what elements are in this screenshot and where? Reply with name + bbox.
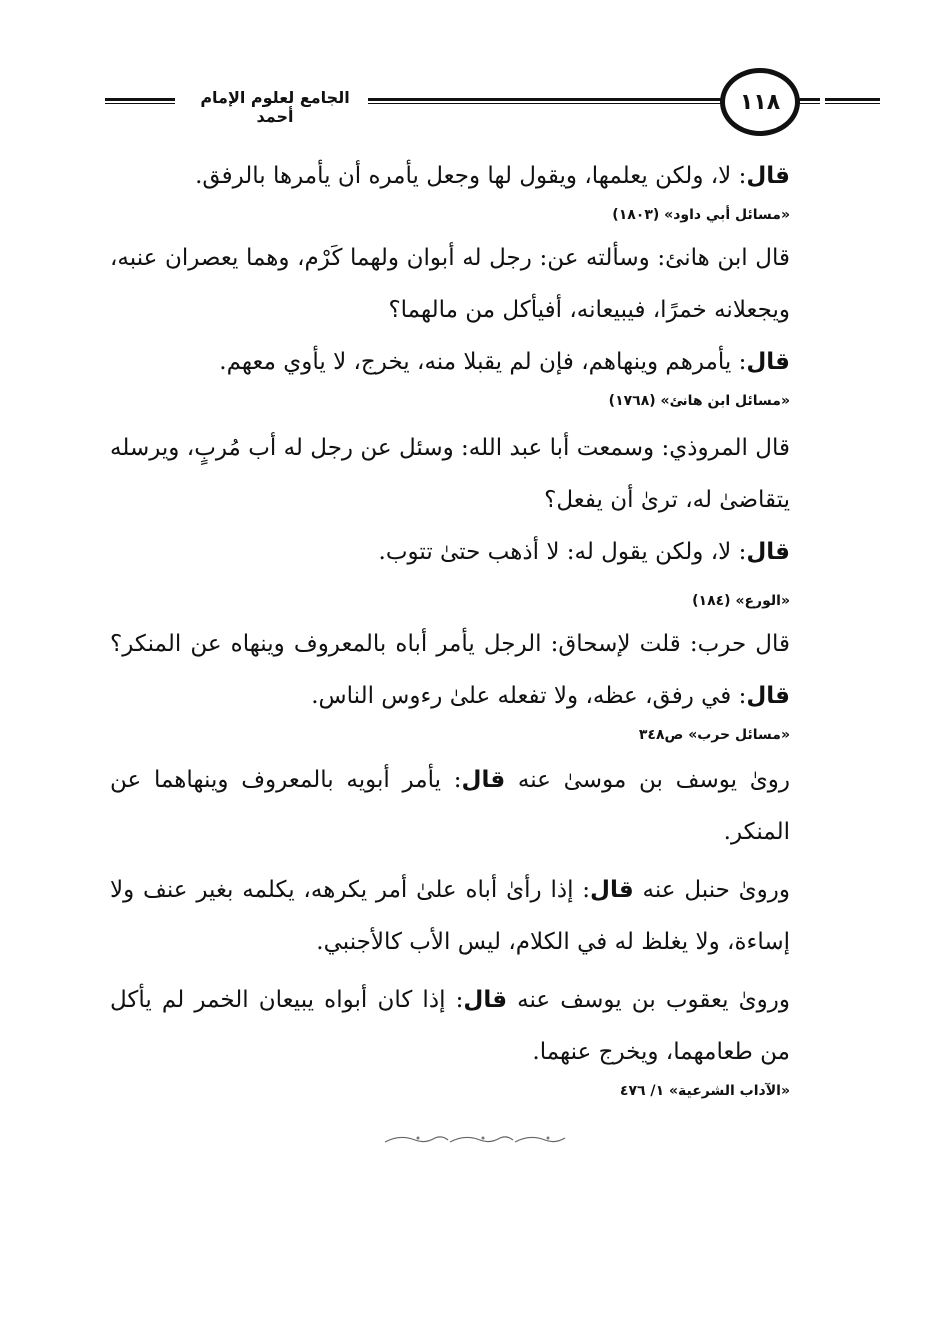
paragraph-text: : إذا كان أبواه يبيعان الخمر لم يأكل من طعامهما، ويخرج عنهما.: [110, 987, 790, 1065]
paragraph-text: قال المروذي: وسمعت أبا عبد الله: وسئل عن رجل له أب مُربٍ، ويرسله يتقاضىٰ له، ترىٰ أن يفعل؟: [110, 435, 790, 513]
paragraph-text: قال حرب: قلت لإسحاق: الرجل يأمر أباه بالمعروف وينهاه عن المنكر؟: [110, 631, 790, 657]
paragraph-text: وروىٰ يعقوب بن يوسف عنه: [507, 987, 791, 1013]
body-paragraph: [110, 974, 790, 1078]
qal-keyword: قال: [461, 767, 506, 793]
header-rule-left: [105, 98, 175, 104]
qal-keyword: قال: [746, 539, 790, 565]
source-citation: «مسائل حرب» ص٣٤٨: [638, 727, 790, 743]
body-paragraph: [110, 754, 790, 858]
page-header: [100, 66, 870, 142]
end-ornament: [380, 1128, 570, 1150]
paragraph-text: : لا، ولكن يقول له: لا أذهب حتىٰ تتوب.: [378, 539, 747, 565]
paragraph-text: : إذا رأىٰ أباه علىٰ أمر يكرهه، يكلمه بغير عنف ولا إساءة، ولا يغلظ له في الكلام، ليس الأب كالأجنبي.: [110, 877, 790, 955]
source-citation: «مسائل ابن هانئ» (١٧٦٨): [608, 393, 790, 409]
page-number-badge: [720, 68, 800, 136]
body-paragraph: [110, 864, 790, 968]
paragraph-text: : لا، ولكن يعلمها، ويقول لها وجعل يأمره أن يأمرها بالرفق.: [195, 163, 747, 189]
source-citation: «الورع» (١٨٤): [692, 593, 790, 609]
body-paragraph: [110, 618, 790, 722]
body-paragraph: [110, 150, 790, 202]
paragraph-text: قال ابن هانئ: وسألته عن: رجل له أبوان ولهما كَرْم، وهما يعصران عنبه، ويجعلانه خمرًا، فيبيعانه، أفيأكل من مالهما؟: [110, 245, 790, 323]
paragraph-text: : يأمر أبويه بالمعروف وينهاهما عن المنكر.: [110, 767, 790, 845]
header-rule-right: [825, 98, 880, 104]
page-number: ١١٨: [739, 89, 781, 115]
body-paragraph: [110, 526, 790, 578]
paragraph-text: وروىٰ حنبل عنه: [633, 877, 790, 903]
body-paragraph: [110, 422, 790, 526]
qal-keyword: قال: [746, 349, 790, 375]
source-citation: «الآداب الشرعية» ١/ ٤٧٦: [619, 1083, 790, 1099]
paragraph-text: : في رفق، عظه، ولا تفعله علىٰ رءوس الناس.: [311, 683, 747, 709]
qal-keyword: قال: [746, 683, 790, 709]
page-body: [110, 150, 790, 1104]
qal-keyword: قال: [746, 163, 790, 189]
qal-keyword: قال: [463, 987, 508, 1013]
running-title: الجامع لعلوم الإمام أحمد: [200, 88, 350, 126]
body-paragraph: [110, 336, 790, 388]
body-paragraph: [110, 232, 790, 336]
paragraph-text: : يأمرهم وينهاهم، فإن لم يقبلا منه، يخرج، لا يأوي معهم.: [219, 349, 747, 375]
source-citation: «مسائل أبي داود» (١٨٠٣): [612, 207, 790, 223]
qal-keyword: قال: [590, 877, 634, 903]
paragraph-text: روىٰ يوسف بن موسىٰ عنه: [505, 767, 790, 793]
